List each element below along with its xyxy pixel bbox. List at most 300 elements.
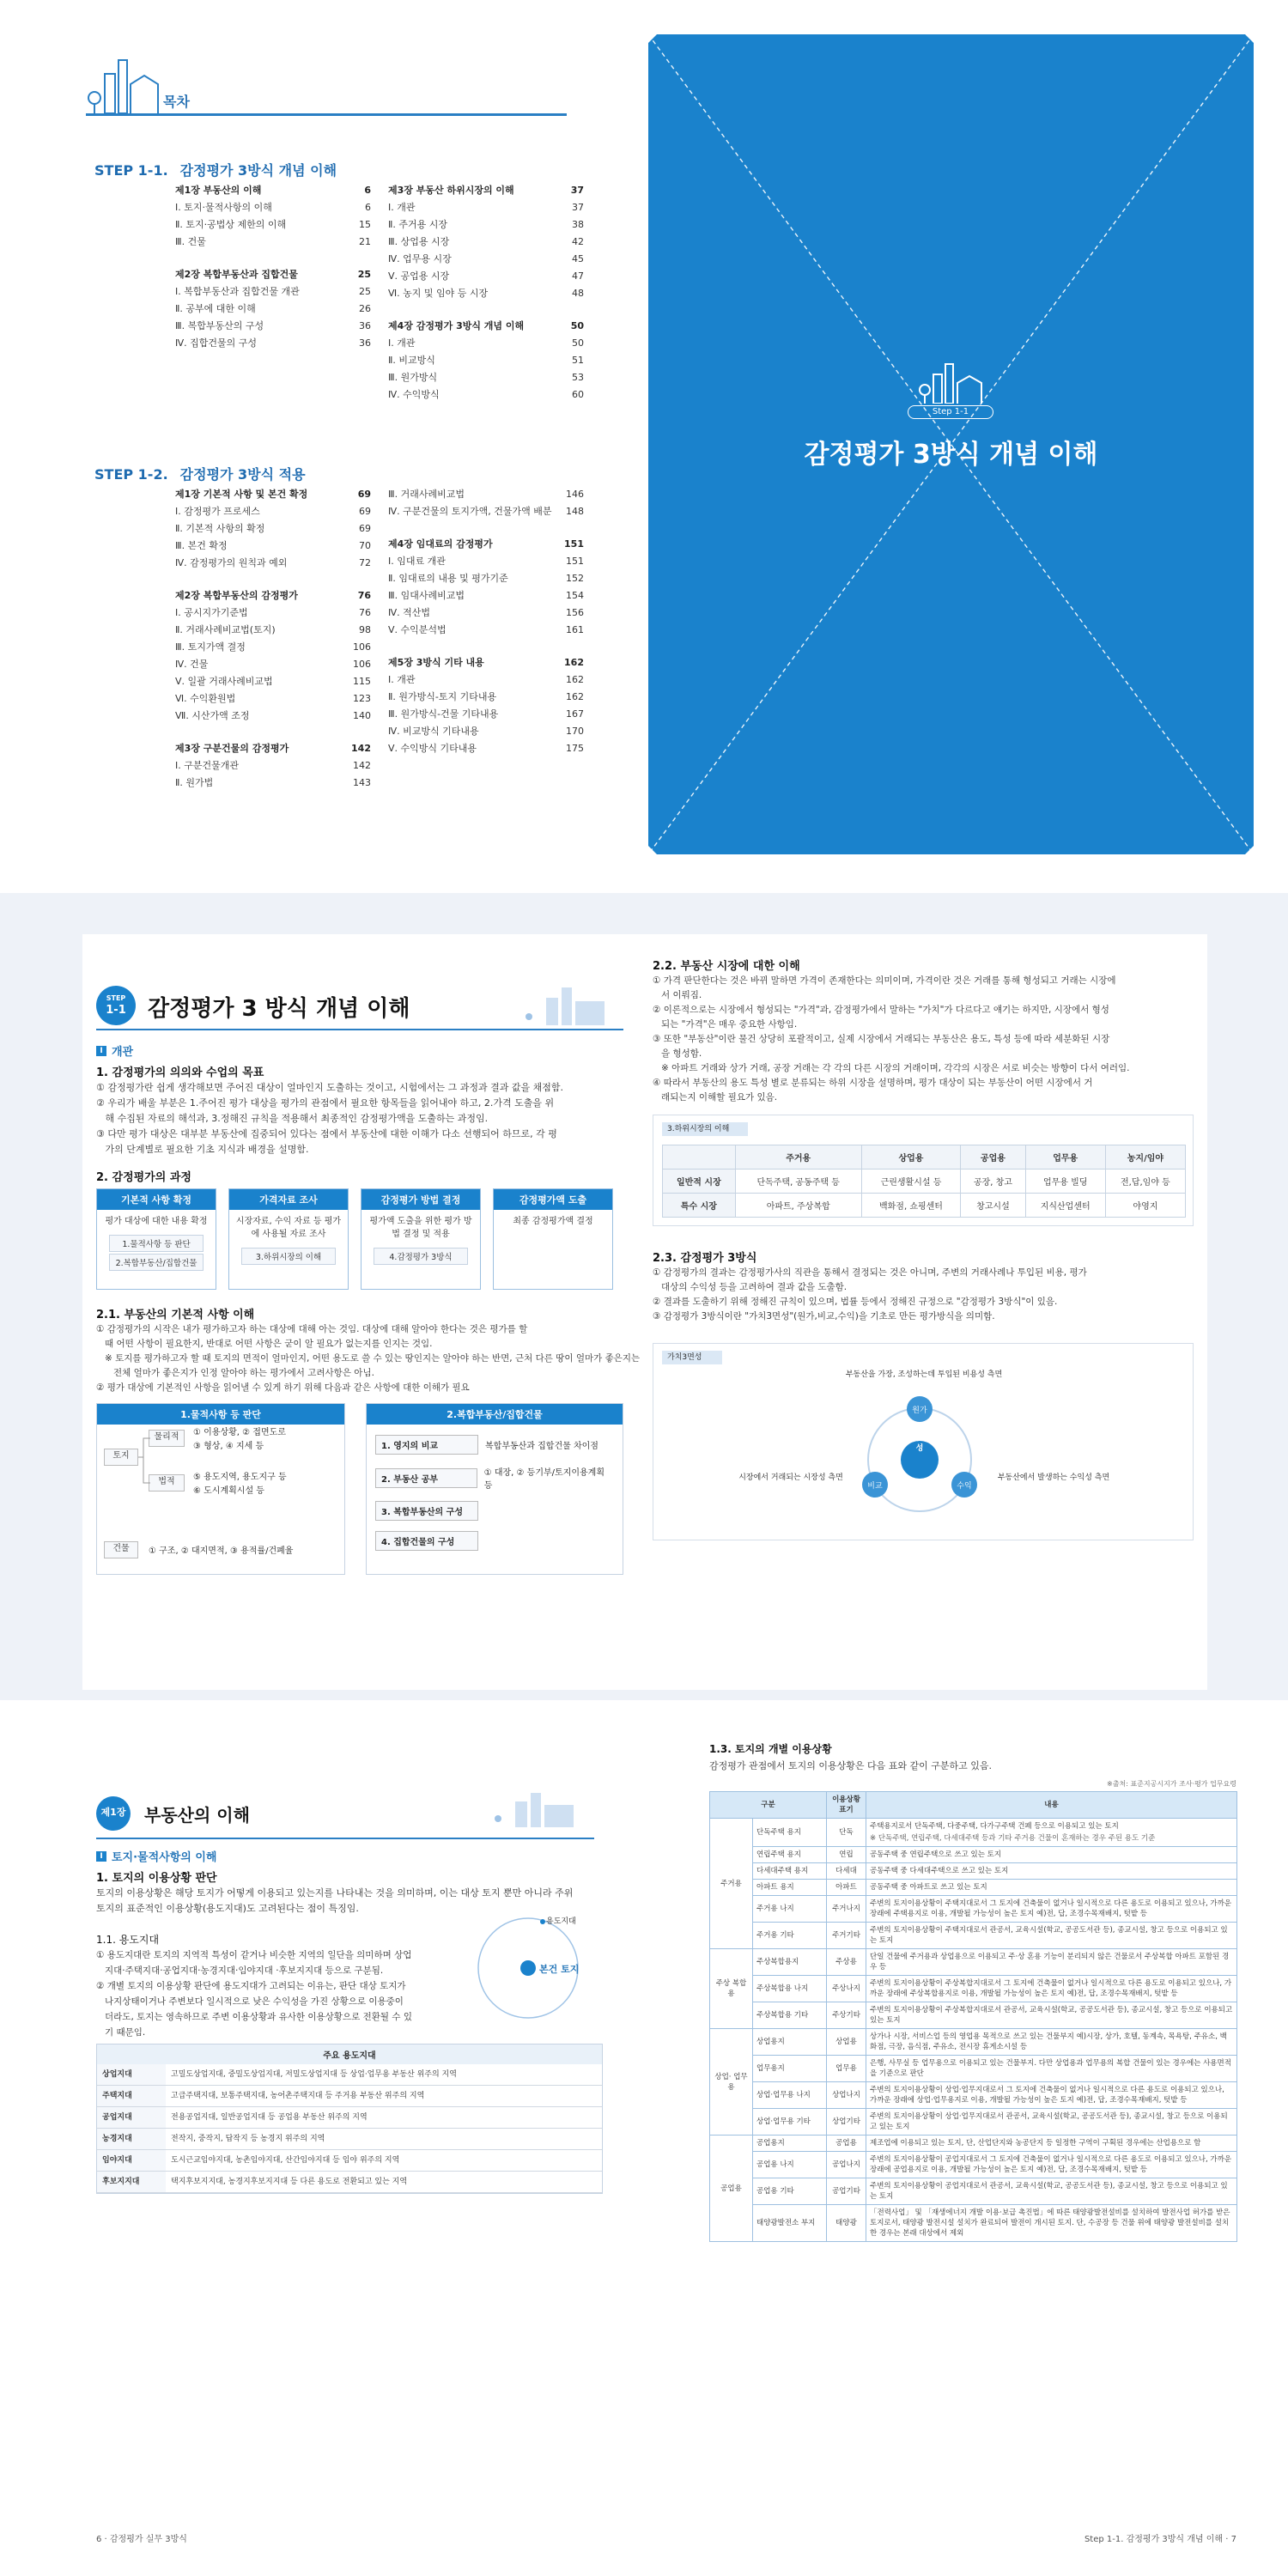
toc-gap: [388, 302, 584, 318]
submarket-corner: [663, 1145, 736, 1170]
flow-step-sub: 2.복합부동산/집합건물: [109, 1254, 204, 1271]
toc-entry-title: Ⅱ. 원가법: [175, 777, 214, 788]
s3p1-line: 토지의 이용상황은 해당 토지가 어떻게 이용되고 있는지를 나타내는 것을 의미하며, 이는 대상 토지 뿐만 아니라 주위: [96, 1887, 574, 1899]
section-divider: [96, 1029, 623, 1030]
toc-entry: [175, 503, 371, 520]
toc-entry-page: 170: [566, 726, 584, 737]
toc-entry-title: Ⅳ. 비교방식 기타내용: [388, 726, 479, 737]
toc-entry-title: Ⅰ. 토지·물적사항의 이해: [175, 202, 272, 213]
triad-diagram: [834, 1378, 1005, 1533]
toc-step-1-name: 감정평가 3방식 개념 이해: [179, 162, 337, 179]
zone-row: [97, 2064, 602, 2086]
land-use-desc: 주변의 토지이용상황이 상업·업무지대로서 관공서, 교육시설(학교, 공공도서관 등), 종교시설, 창고 등으로 이용되고 있는 토지: [866, 2109, 1237, 2136]
cover-title: 감정평가 3방식 개념 이해: [804, 440, 1098, 470]
toc-entry-page: 156: [566, 607, 584, 618]
triad-box: [653, 1343, 1194, 1540]
toc-gap: [175, 251, 371, 266]
land-use-name: 공업용 기타: [753, 2178, 827, 2205]
triad-cost-node: 원가: [912, 1406, 927, 1415]
toc-entry-title: Ⅱ. 비교방식: [388, 355, 435, 366]
land-use-desc: 공동주택 중 다세대주택으로 쓰고 있는 토지: [866, 1863, 1237, 1880]
toc-entry-page: 50: [572, 337, 584, 349]
toc-entry: [175, 690, 371, 708]
land-use-name: 상업용지: [753, 2029, 827, 2056]
land-use-row: [710, 2056, 1237, 2082]
header-deco-icon: [512, 982, 623, 1025]
toc-entry-title: 제3장 부동산 하위시장의 이해: [388, 185, 514, 196]
toc-entry: [388, 352, 584, 369]
toc-entry-page: 106: [353, 659, 371, 670]
flow-step-sub: 3.하위시장의 이해: [241, 1248, 336, 1265]
land-use-desc: 「전력사업」 및 「재생에너지 개발 이용·보급 촉진법」에 따른 태양광발전설비를 설치하여 발전사업 허가를 받은 토지로서, 태양광 발전시설 설치가 완료되어 발전이 개시된 토지. 단, 수공장 등 건물 위에 태양광 발전설비를 설치한 경우는 본래 대상에서 제외: [866, 2205, 1237, 2242]
zone-row: [97, 2086, 602, 2107]
land-use-note: ※ 단독주택, 연립주택, 다세대주택 등과 기타 주거용 건물이 혼재하는 경우 주된 용도 기준: [870, 1834, 1156, 1843]
toc-entry-title: Ⅳ. 집합건물의 구성: [175, 337, 258, 349]
p23-line: 대상의 수익성 등을 고려하여 결과 값을 도출함.: [653, 1282, 848, 1292]
toc-entry-page: 76: [357, 590, 371, 601]
zone-row: [97, 2150, 602, 2172]
land-use-name: 아파트 용지: [753, 1880, 827, 1896]
flow-step: [361, 1188, 481, 1290]
toc-gap: [388, 520, 584, 536]
toc-entry: [388, 216, 584, 234]
building-node: 건물: [104, 1541, 138, 1558]
toc-entry-title: Ⅱ. 거래사례비교법(토지): [175, 624, 276, 635]
land-use-code: 상업나지: [827, 2082, 866, 2109]
submarket-cell: 백화점, 쇼핑센터: [861, 1194, 961, 1218]
land-use-name: 주상복합용 나지: [753, 1976, 827, 2002]
submarket-box: [653, 1115, 1194, 1226]
toc-entry-page: 15: [359, 219, 371, 230]
toc-entry: [175, 775, 371, 792]
p22-line: 래되는지 이해할 필요가 있음.: [653, 1092, 778, 1103]
toc-entry-title: Ⅴ. 일괄 거래사례비교법: [175, 676, 273, 687]
toc-entry: [175, 622, 371, 639]
toc-entry-page: 143: [353, 777, 371, 788]
toc-entry-page: 60: [572, 389, 584, 400]
toc-entry-page: 69: [359, 523, 371, 534]
p1-line: 해 수집된 자료의 해석과, 3.정해진 규칙을 적용해서 최종적인 감정평가액을 도출하는 과정임.: [96, 1113, 489, 1124]
submarket-cell: 창고시설: [961, 1194, 1025, 1218]
toc-gap: [388, 639, 584, 654]
toc-entry-page: 50: [570, 320, 584, 331]
toc-entry-title: Ⅱ. 토지·공법상 제한의 이해: [175, 219, 287, 230]
flow-step-head: 감정평가 방법 결정: [361, 1189, 480, 1210]
submarket-header: 업무용: [1025, 1145, 1105, 1170]
cover-step-pill: Step 1-1: [908, 405, 993, 419]
toc-chapter: [175, 266, 371, 283]
toc-entry: [388, 234, 584, 251]
heading-2: 2. 감정평가의 과정: [96, 1171, 191, 1184]
toc-entry-page: 154: [566, 590, 584, 601]
label-marker-icon: I: [96, 1046, 106, 1056]
toc-entry-page: 38: [572, 219, 584, 230]
toc-entry-title: Ⅱ. 공부에 대한 이해: [175, 303, 256, 314]
compound-row-key: 2. 부동산 공부: [375, 1468, 477, 1488]
toc-entry: [175, 757, 371, 775]
toc-entry-title: Ⅰ. 공시지가기준법: [175, 607, 248, 618]
land-use-code: 업무용: [827, 2056, 866, 2082]
toc-entry-title: Ⅲ. 원가방식: [388, 372, 438, 383]
toc-entry-page: 53: [572, 372, 584, 383]
flow-step-body: 최종 감정평가액 결정: [513, 1217, 593, 1226]
land-heading-1: 1. 토지의 이용상황 판단: [96, 1872, 217, 1885]
section-title: 감정평가 3 방식 개념 이해: [148, 996, 410, 1022]
toc-entry-title: Ⅲ. 건물: [175, 236, 206, 247]
toc-gap: [175, 572, 371, 587]
land-use-desc: 상가나 시장, 서비스업 등의 영업용 목적으로 쓰고 있는 건물부지 예)시장, 상가, 호텔, 동계속, 목욕탕, 주유소, 백화점, 극장, 음식점, 주유소, 전시장 휴게소시설 등: [866, 2029, 1237, 2056]
land-use-code: 다세대: [827, 1863, 866, 1880]
toc-entry: [175, 283, 371, 301]
triad-compare-node: 비교: [867, 1482, 883, 1491]
chapter-divider: [96, 1838, 594, 1839]
land-use-group: 주상 복합용: [710, 1949, 753, 2029]
land-use-row: [710, 1819, 1237, 1847]
toc-entry: [388, 671, 584, 689]
toc-entry: [175, 708, 371, 725]
buildings-icon: [86, 57, 163, 113]
land-use-group: 상업· 업무용: [710, 2029, 753, 2136]
land-use-desc: 공동주택 중 연립주택으로 쓰고 있는 토지: [866, 1847, 1237, 1863]
spread-overview: [0, 893, 1288, 1700]
land-use-name: 주상복합용지: [753, 1949, 827, 1976]
zone-table-caption: 주요 용도지대: [97, 2044, 602, 2064]
submarket-cell: 아파트, 주상복합: [735, 1194, 861, 1218]
land-use-row: [710, 1896, 1237, 1923]
land-use-name: 연립주택 용지: [753, 1847, 827, 1863]
submarket-cell: 업무용 빌딩: [1025, 1170, 1105, 1194]
p21-line: 전체 얼마가 좋은지가 인정 알아야 하는 평가에서 고려사항은 아님.: [96, 1368, 374, 1378]
toc-entry-title: Ⅳ. 건물: [175, 659, 209, 670]
toc-column-3: [175, 486, 371, 792]
submarket-cell: 근린생활시설 등: [861, 1170, 961, 1194]
land-use-row: [710, 2082, 1237, 2109]
toc-entry-title: Ⅱ. 임대료의 내용 및 평가기준: [388, 573, 508, 584]
toc-step-1-label: STEP 1-1.: [94, 162, 168, 179]
zone-row: [97, 2129, 602, 2150]
toc-entry-title: 제1장 기본적 사항 및 본건 확정: [175, 489, 308, 500]
p1-line: ③ 다만 평가 대상은 대부분 부동산에 집중되어 있다는 점에서 부동산에 대한 이해가 다소 선행되어 하므로, 각 평: [96, 1128, 557, 1139]
footer-left: 6 · 감정평가 실무 3방식: [96, 2535, 187, 2544]
toc-entry-title: Ⅱ. 주거용 시장: [388, 219, 448, 230]
toc-step-2: [94, 464, 306, 483]
land-use-name: 업무용지: [753, 2056, 827, 2082]
toc-entry: [388, 486, 584, 503]
toc-chapter: [388, 182, 584, 199]
p22-line: 을 형성함.: [653, 1048, 702, 1059]
toc-entry-page: 142: [351, 743, 371, 754]
chapter-deco-icon: [481, 1789, 592, 1827]
triad-top-caption: 부동산을 가장, 조성하는데 투입된 비용성 측면: [845, 1370, 1003, 1379]
zone-key: 임야지대: [97, 2150, 166, 2172]
submarket-cell: 지식산업센터: [1025, 1194, 1105, 1218]
cover-buildings-icon: [918, 361, 987, 404]
land-use-desc: 주택용지로서 단독주택, 다중주택, 다가구주택 건폐 등으로 이용되고 있는 토지 ※ 단독주택, 연립주택, 다세대주택 등과 기타 주거용 건물이 혼재하는 경우 주된 용도 기준: [866, 1819, 1237, 1847]
toc-entry-title: Ⅳ. 구분건물의 토지가액, 건물가액 배분: [388, 506, 552, 517]
land-use-code: 태양광: [827, 2205, 866, 2242]
toc-column-1: [175, 182, 371, 352]
land-use-name: 주거용 기타: [753, 1923, 827, 1949]
triad-center-label: 가치 3면성: [904, 1434, 935, 1453]
toc-entry-title: 제3장 구분건물의 감정평가: [175, 743, 289, 754]
toc-chapter: [175, 182, 371, 199]
land-use-code: 주상기타: [827, 2002, 866, 2029]
compound-row-key: 1. 영지의 비교: [375, 1435, 478, 1455]
triad-income-node: 수익: [957, 1482, 972, 1491]
toc-entry-page: 162: [564, 657, 584, 668]
p21-line: ① 감정평가의 시작은 내가 평가하고자 하는 대상에 대해 아는 것임. 대상에 대해 알아야 한다는 것은 평가를 할: [96, 1324, 528, 1334]
toc-entry-page: 36: [359, 320, 371, 331]
land-use-row: [710, 2152, 1237, 2178]
toc-entry-title: Ⅴ. 수익분석법: [388, 624, 447, 635]
toc-entry-title: Ⅵ. 농지 및 임야 등 시장: [388, 288, 489, 299]
toc-entry: [388, 740, 584, 757]
land-use-code: 주거기타: [827, 1923, 866, 1949]
compound-rows: [367, 1435, 623, 1551]
toc-entry-page: 140: [353, 710, 371, 721]
toc-entry-title: 제1장 부동산의 이해: [175, 185, 262, 196]
p21-line: 때 어떤 사항이 필요한지, 반대로 어떤 사항은 굳이 알 필요가 없는지를 인지는 것임.: [96, 1339, 433, 1349]
toc-entry: [388, 335, 584, 352]
paragraph-1: [96, 1080, 623, 1157]
toc-entry-page: 123: [353, 693, 371, 704]
land-use-code: 상업기타: [827, 2109, 866, 2136]
col-category-header: 구분: [710, 1792, 827, 1819]
compound-row-key: 4. 집합건물의 구성: [375, 1531, 478, 1551]
land-use-row: [710, 1949, 1237, 1976]
p1-line: ② 우리가 배울 부분은 1.주어진 평가 대상을 평가의 관점에서 필요한 항목들을 읽어내야 하고, 2.가격 도출을 위: [96, 1097, 555, 1109]
col-code-header: 이용상황 표기: [827, 1792, 866, 1819]
toc-entry: [175, 234, 371, 251]
toc-entry-page: 70: [359, 540, 371, 551]
toc-header: [86, 57, 567, 118]
overview-label-text: 개관: [112, 1046, 134, 1059]
land-use-name: 태양광발전소 부지: [753, 2205, 827, 2242]
submarket-header: 농지/임야: [1105, 1145, 1185, 1170]
toc-entry-page: 51: [572, 355, 584, 366]
land-use-desc: 주변의 토지이용상황이 상업·업무지대로서 그 토지에 건축물이 없거나 일시적으로 다른 용도로 이용되고 있으나, 가까운 장래에 상업·업무용지로 이용, 개발될 가능성이 높은 토지 예)전, 답, 조경수목재배지, 텃밭 등: [866, 2082, 1237, 2109]
submarket-cell: 야영지: [1105, 1194, 1185, 1218]
toc-entry-title: Ⅰ. 개관: [388, 202, 416, 213]
land-node: 토지: [104, 1449, 138, 1466]
land-use-row: [710, 2029, 1237, 2056]
toc-entry-title: Ⅲ. 상업용 시장: [388, 236, 450, 247]
toc-entry-page: 21: [359, 236, 371, 247]
p21-line: ② 평가 대상에 기본적인 사항을 읽어낼 수 있게 하기 위해 다음과 같은 사항에 대한 이해가 필요: [96, 1382, 470, 1393]
flow-step-body: 평가액 도출을 위한 평가 방법 결정 및 적용: [369, 1217, 472, 1239]
submarket-caption: 3.하위시장의 이해: [662, 1122, 748, 1136]
zone-key: 공업지대: [97, 2107, 166, 2129]
toc-divider: [86, 113, 567, 116]
land-use-name: 주거용 나지: [753, 1896, 827, 1923]
zone-desc: 고밀도상업지대, 중밀도상업지대, 저밀도상업지대 등 상업·업무용 부동산 위주의 지역: [166, 2064, 602, 2086]
land-use-code: 주상나지: [827, 1976, 866, 2002]
land-use-row: [710, 1923, 1237, 1949]
land-use-code: 주거나지: [827, 1896, 866, 1923]
p22-line: ① 가격 판단한다는 것은 바뀌 말하면 가격이 존재한다는 의미이며, 가격이란 것은 거래를 통해 형성되고 거래는 시장에: [653, 975, 1116, 986]
s3p11-line: ① 용도지대란 토지의 지역적 특성이 같거나 비슷한 지역의 일단을 의미하며 상업: [96, 1950, 412, 1960]
toc-entry-page: 69: [357, 489, 371, 500]
toc-entry: [175, 199, 371, 216]
toc-entry: [388, 369, 584, 386]
toc-entry-page: 98: [359, 624, 371, 635]
flow-step-head: 기본적 사항 확정: [97, 1189, 216, 1210]
heading-2-1: 2.1. 부동산의 기본적 사항 이해: [96, 1309, 255, 1321]
land-use-row: [710, 1863, 1237, 1880]
s3p1-line: 토지의 표준적인 이용상황(용도지대)도 고려된다는 점이 특징임.: [96, 1903, 359, 1914]
land-use-desc: 주변의 토지이용상황이 주택지대로서 관공서, 교육시설(학교, 공공도서관 등), 종교시설, 창고 등으로 이용되고 있는 토지: [866, 1923, 1237, 1949]
toc-chapter: [388, 318, 584, 335]
toc-entry-page: 151: [564, 538, 584, 550]
compound-row-key: 3. 복합부동산의 구성: [375, 1501, 478, 1521]
zone-circle-inner-label: 본건 토지: [539, 1964, 580, 1975]
zone-desc: 택지후보지지대, 농경지후보지지대 등 다른 용도로 전환되고 있는 지역: [166, 2172, 602, 2193]
s3p11-line: 나지상태이거나 주변보다 일시적으로 낮은 수익성을 가진 상황으로 이용중이: [96, 1996, 404, 2007]
cover-panel: [648, 34, 1254, 854]
p21-line: ※ 토지를 평가하고자 할 때 토지의 면적이 얼마인지, 어떤 용도로 쓸 수 있는 땅인지는 알아야 하는 반면, 근처 다른 땅이 얼마가 좋은지는: [96, 1353, 641, 1364]
col-desc-header: 내용: [866, 1792, 1237, 1819]
toc-entry-title: Ⅰ. 임대료 개관: [388, 556, 446, 567]
toc-entry-page: 6: [365, 202, 371, 213]
toc-entry: [388, 386, 584, 404]
toc-entry-title: Ⅲ. 토지가액 결정: [175, 641, 246, 653]
triad-left-caption: 시장에서 거래되는 시장성 측면: [738, 1473, 843, 1482]
toc-entry-page: 162: [566, 674, 584, 685]
land-use-desc: 주변의 토지이용상황이 공업지대로서 관공서, 교육시설(학교, 공공도서관 등), 종교시설, 창고 등으로 이용되고 있는 토지: [866, 2178, 1237, 2205]
p22-line: 서 이뤄짐.: [653, 990, 702, 1000]
compound-box-title: 2.복합부동산/집합건물: [367, 1404, 623, 1425]
land-use-code: 연립: [827, 1847, 866, 1863]
s3p11-line: 더라도, 토지는 영속하므로 주변 이용상황과 유사한 이용상황으로 전환될 수 있: [96, 2012, 412, 2022]
land-use-desc: 단일 건물에 주거용과 상업용으로 이용되고 주·상 혼용 기능이 분리되지 않은 건물로서 주상복합 아파트 포함된 경우 등: [866, 1949, 1237, 1976]
physical-node: 물리적: [149, 1430, 185, 1447]
submarket-header: 공업용: [961, 1145, 1025, 1170]
toc-entry-page: 175: [566, 743, 584, 754]
toc-entry-title: Ⅶ. 시산가액 조정: [175, 710, 250, 721]
land-use-row: [710, 2109, 1237, 2136]
land-use-row: [710, 1847, 1237, 1863]
submarket-cell: 단독주택, 공동주택 등: [735, 1170, 861, 1194]
toc-entry-page: 106: [353, 641, 371, 653]
toc-entry: [388, 268, 584, 285]
general-market-label: 일반적 시장: [663, 1170, 736, 1194]
toc-entry-page: 148: [566, 506, 584, 517]
toc-entry: [388, 570, 584, 587]
toc-entry: [388, 689, 584, 706]
zone-desc: 고급주택지대, 보통주택지대, 농어촌주택지대 등 주거용 부동산 위주의 지역: [166, 2086, 602, 2107]
chapter-title: 부동산의 이해: [144, 1805, 250, 1826]
submarket-header: 상업용: [861, 1145, 961, 1170]
toc-entry: [175, 301, 371, 318]
zone-circle-outer-label: 용도지대: [546, 1917, 576, 1926]
toc-entry-page: 25: [359, 286, 371, 297]
special-market-label: 특수 시장: [663, 1194, 736, 1218]
paragraph-2-2: [653, 974, 1194, 1105]
land-use-code: 아파트: [827, 1880, 866, 1896]
toc-entry: [175, 318, 371, 335]
toc-entry-title: Ⅲ. 복합부동산의 구성: [175, 320, 264, 331]
land-use-row: [710, 2136, 1237, 2152]
table-source-note: ※출처: 표준지공시지가 조사·평가 업무요령: [1107, 1780, 1236, 1788]
zone-key: 주택지대: [97, 2086, 166, 2107]
land-use-desc: 제조업에 이용되고 있는 토지, 단, 산업단지와 농공단지 등 일정한 구역이 구획된 경우에는 산업용으로 함: [866, 2136, 1237, 2152]
toc-step-2-label: STEP 1-2.: [94, 466, 168, 483]
toc-entry-page: 6: [364, 185, 371, 196]
toc-chapter: [175, 486, 371, 503]
physical-items: ① 이용상황, ② 접면도로 ③ 형상, ④ 지세 등: [193, 1428, 286, 1451]
toc-entry: [388, 622, 584, 639]
land-use-desc: 공동주택 중 아파트로 쓰고 있는 토지: [866, 1880, 1237, 1896]
zone-row: [97, 2107, 602, 2129]
toc-chapter: [388, 654, 584, 671]
p22-line: ③ 또한 "부동산"이란 물건 상당히 포괄적이고, 실제 시장에서 거래되는 부동산은 용도, 특성 등에 따라 세분화된 시장: [653, 1034, 1110, 1044]
toc-entry-page: 142: [353, 760, 371, 771]
toc-entry-page: 42: [572, 236, 584, 247]
toc-entry-page: 72: [359, 557, 371, 568]
land-use-code: 상업용: [827, 2029, 866, 2056]
land-use-row: [710, 1880, 1237, 1896]
toc-chapter: [388, 536, 584, 553]
land-use-group: 주거용: [710, 1819, 753, 1949]
land-use-name: 단독주택 용지: [753, 1819, 827, 1847]
toc-chapter: [175, 740, 371, 757]
land-use-desc: 주변의 토지이용상황이 주상복합지대로서 그 토지에 건축물이 없거나 일시적으로 다른 용도로 이용되고 있으나, 가까운 장래에 주상복합용지로 이용, 개발될 가능성이 높은 토지 예)전, 답, 조경수목재배지, 텃밭 등: [866, 1976, 1237, 2002]
toc-entry: [388, 605, 584, 622]
toc-title: 목차: [163, 94, 190, 110]
flow-step: [228, 1188, 349, 1290]
toc-page: [0, 0, 644, 893]
toc-entry-page: 152: [566, 573, 584, 584]
compound-row-value: 복합부동산과 집합건물 차이점: [485, 1442, 598, 1451]
p22-line: 되는 "가격"은 매우 중요한 사항임.: [653, 1019, 798, 1030]
land-use-code: 공업나지: [827, 2152, 866, 2178]
toc-gap: [175, 725, 371, 740]
land-use-desc: 주변의 토지이용상황이 주택지대로서 그 토지에 건축물이 없거나 일시적으로 다른 용도로 이용되고 있으나, 가까운 장래에 주택용지로 이용, 개발될 가능성이 높은 토지 예)전, 답, 조경수목재배지, 텃밭 등: [866, 1896, 1237, 1923]
paragraph-2-3: [653, 1266, 1194, 1324]
toc-entry-title: Ⅲ. 본건 확정: [175, 540, 228, 551]
p1-line: 가의 단계별로 필요한 기초 지식과 배경을 설명함.: [96, 1144, 309, 1155]
zone-key: 상업지대: [97, 2064, 166, 2086]
toc-entry-title: 제5장 3방식 기타 내용: [388, 657, 484, 668]
toc-entry: [175, 216, 371, 234]
toc-entry: [175, 520, 371, 538]
label-marker-icon: I: [96, 1851, 106, 1862]
land-use-name: 공업용지: [753, 2136, 827, 2152]
toc-entry: [175, 538, 371, 555]
toc-entry-title: Ⅳ. 적산법: [388, 607, 431, 618]
s3p11-line: 기 때문임.: [96, 2027, 146, 2038]
submarket-cell: 공장, 창고: [961, 1170, 1025, 1194]
compound-row: [375, 1465, 614, 1491]
toc-column-2: [388, 182, 584, 404]
land-paragraph-1-1: [96, 1947, 474, 2040]
toc-entry-title: 제4장 감정평가 3방식 개념 이해: [388, 320, 525, 331]
zone-desc: 전작지, 중작지, 답작지 등 농경지 위주의 지역: [166, 2129, 602, 2150]
toc-entry-title: Ⅴ. 공업용 시장: [388, 270, 450, 282]
land-use-row: [710, 2178, 1237, 2205]
toc-entry-title: 제2장 복합부동산의 감정평가: [175, 590, 298, 601]
p22-line: ② 이론적으로는 시장에서 형성되는 "가격"과, 감정평가에서 말하는 "가치"가 다르다고 얘기는 하지만, 시장에서 형성: [653, 1005, 1109, 1015]
toc-entry-page: 36: [359, 337, 371, 349]
land-use-name: 상업·업무용 나지: [753, 2082, 827, 2109]
footer-right: Step 1-1. 감정평가 3방식 개념 이해 · 7: [1084, 2535, 1236, 2544]
toc-entry-title: Ⅰ. 감정평가 프로세스: [175, 506, 260, 517]
toc-entry-title: Ⅲ. 거래사례비교법: [388, 489, 465, 500]
land-use-code: 공업용: [827, 2136, 866, 2152]
land-use-code: 단독: [827, 1819, 866, 1847]
p23-line: ② 결과를 도출하기 위해 정해진 규칙이 있으며, 법률 등에서 정해진 규정으로 "감정평가 3방식"이 있음.: [653, 1297, 1058, 1307]
overview-label: [96, 1042, 133, 1059]
